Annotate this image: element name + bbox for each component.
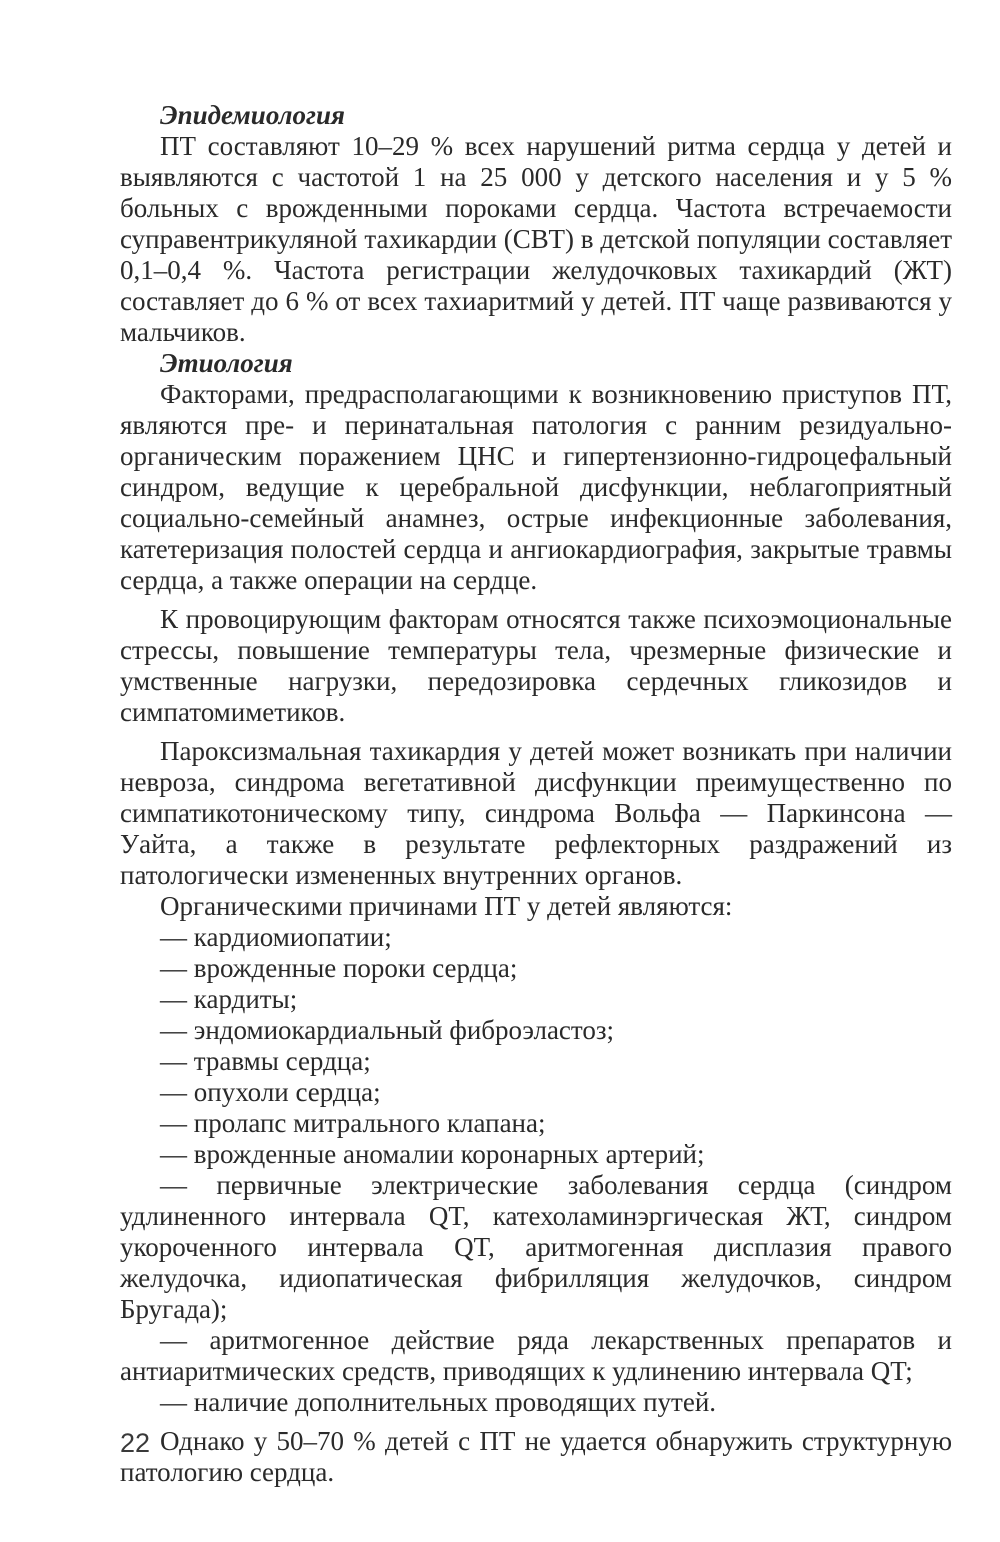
causes-list [120, 922, 952, 1418]
epidemiology-paragraph: ПТ составляют 10–29 % всех нарушений ритма сердца у детей и выявляются с частотой 1 на 25 000 у детского населения и у 5 % больных с врожденными пороками сердца. Частота встречаемости суправентрикуляной тахикардии (СВТ) в детской популяции составляет 0,1–0,4 %. Частота регистрации желудочковых тахикардий (ЖТ) составляет до 6 % от всех тахиаритмий у детей. ПТ чаще развиваются у мальчиков. [120, 131, 952, 347]
epidemiology-heading: Эпидемиология [160, 100, 345, 130]
page-number: 22 [120, 1428, 151, 1458]
list-item: — наличие дополнительных проводящих путей. [160, 1387, 717, 1417]
etiology-paragraph-3: Пароксизмальная тахикардия у детей может возникать при наличии невроза, синдрома вегетативной дисфункции преимущественно по симпатикотоническому типу, синдрома Вольфа — Паркинсона — Уайта, а также в результате рефлекторных раздражений из патологически измененных внутренних органов. [120, 736, 952, 890]
etiology-heading: Этиология [160, 348, 293, 378]
etiology-paragraph-1: Факторами, предрасполагающими к возникновению приступов ПТ, являются пре- и перинатальная патология с ранним резидуально-органическим поражением ЦНС и гипертензионно-гидроцефальный синдром, ведущие к церебральной дисфункции, неблагоприятный социально-семейный анамнез, острые инфекционные заболевания, катетеризация полостей сердца и ангиокардиография, закрытые травмы сердца, а также операции на сердце. [120, 379, 952, 595]
list-item: — аритмогенное действие ряда лекарственных препаратов и антиаритмических средств, приводящих к удлинению интервала QT; [120, 1325, 952, 1386]
list-item: — опухоли сердца; [160, 1077, 381, 1107]
list-item: — первичные электрические заболевания сердца (синдром удлиненного интервала QT, катехоламинэргическая ЖТ, синдром укороченного интервала QT, аритмогенная дисплазия правого желудочка, идиопатическая фибрилляция желудочков, синдром Бругада); [120, 1170, 952, 1324]
list-item: — врожденные пороки сердца; [160, 953, 518, 983]
causes-intro: Органическими причинами ПТ у детей являются: [160, 891, 733, 921]
etiology-paragraph-2: К провоцирующим факторам относятся также психоэмоциональные стрессы, повышение температуры тела, чрезмерные физические и умственные нагрузки, передозировка сердечных гликозидов и симпатомиметиков. [120, 604, 952, 727]
list-item: — эндомиокардиальный фиброэластоз; [160, 1015, 615, 1045]
list-item: — кардиомиопатии; [160, 922, 392, 952]
list-item: — врожденные аномалии коронарных артерий; [160, 1139, 705, 1169]
list-item: — пролапс митрального клапана; [160, 1108, 546, 1138]
page-content [120, 100, 952, 1488]
conclusion-paragraph: Однако у 50–70 % детей с ПТ не удается обнаружить структурную патологию сердца. [120, 1426, 952, 1487]
list-item: — травмы сердца; [160, 1046, 371, 1076]
list-item: — кардиты; [160, 984, 298, 1014]
